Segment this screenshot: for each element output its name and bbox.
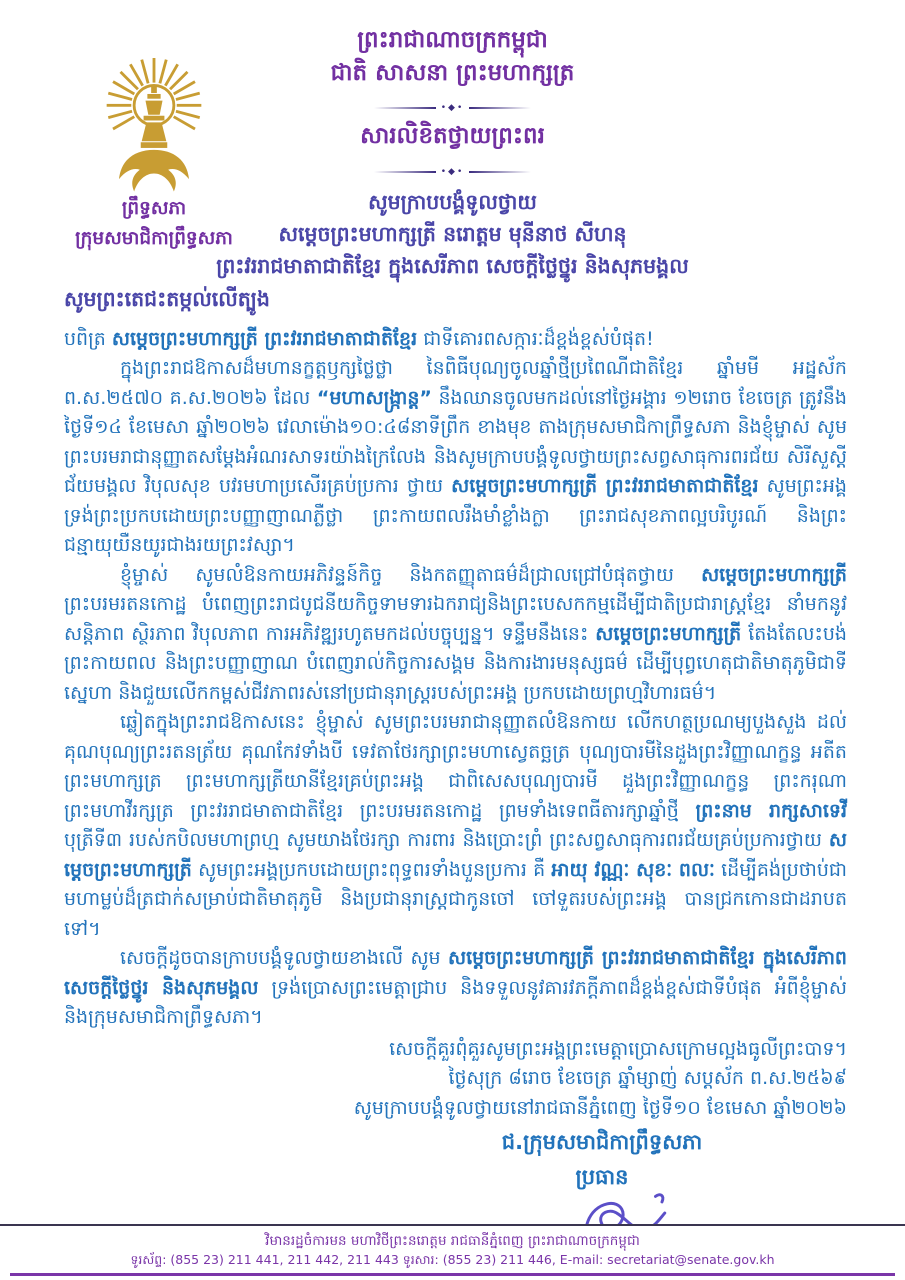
letter-body	[64, 325, 847, 1033]
letterhead-footer	[0, 1224, 905, 1280]
salutation-line2: សម្តេចព្រះមហាក្សត្រី នរោត្តម មុនីនាថ សីហនុ	[278, 222, 627, 247]
ornament-line	[469, 171, 531, 173]
sender-block	[28, 194, 280, 253]
body-paragraph: ខ្ញុំម្ចាស់ សូមលំឱនកាយអភិវន្ទន៍កិច្ច និងកតញ្ញុតាធម៌ដ៏ជ្រាលជ្រៅបំផុតថ្វាយ សម្តេចព្រះមហាក្សត្រី ព្រះបរមរតនកោដ្ឋ បំពេញព្រះរាជបូជនីយកិច្ចទាមទារឯករាជ្យនិងព្រះបេសកកម្មដើម្បីជាតិប្រជារាស្ត្រខ្មែរ នាំមកនូវសន្តិភាព ស្ថិរភាព វិបុលភាព ការអភិវឌ្ឍរហូតមកដល់បច្ចុប្បន្ន។ ទន្ទឹមនឹងនេះ សម្តេចព្រះមហាក្សត្រី តែងតែលះបង់ព្រះកាយពល និងព្រះបញ្ញាញាណ បំពេញរាល់កិច្ចការសង្គម និងការងារមនុស្សធម៌ ដើម្បីបុព្វហេតុជាតិមាតុភូមិជាទីស្នេហា និងជួយលើកកម្ពស់ជីវភាពរស់នៅប្រជានុរាស្ត្ររបស់ព្រះអង្គ ប្រកបដោយព្រហ្មវិហារធម៌។	[64, 563, 847, 704]
letter-type-title: សារលិខិតថ្វាយព្រះពរ	[360, 122, 545, 149]
closing-lunar-date: ថ្ងៃសុក្រ ៨រោច ខែចេត្រ ឆ្នាំម្សាញ់ សប្ដស័ក ព.ស.២៥៦៩	[448, 1067, 847, 1090]
body-paragraph: បពិត្រ សម្តេចព្រះមហាក្សត្រី ព្រះវររាជមាតាជាតិខ្មែរ ជាទីគោរពសក្ការៈដ៏ខ្ពង់ខ្ពស់បំផុត!	[64, 327, 654, 350]
ornament-center-icon: •◆•	[440, 102, 465, 113]
signature-on-behalf: ជ.ក្រុមសមាជិកាព្រឹទ្ធសភា	[501, 1130, 703, 1155]
footer-contact: ទូរស័ព្ទ: (855 23) 211 441, 211 442, 211 443 ទូរសារ: (855 23) 211 446, E-mail: secretariat@senate.gov.kh	[130, 1252, 775, 1268]
ornament-center-icon: •◆•	[440, 166, 465, 177]
ornament-line	[374, 171, 436, 173]
national-motto: ជាតិ សាសនា ព្រះមហាក្សត្រ	[330, 60, 575, 87]
kingdom-title: ព្រះរាជាណាចក្រកម្ពុជា	[357, 27, 548, 53]
closing-gregorian-date: សូមក្រាបបង្គំទូលថ្វាយនៅរាជធានីភ្នំពេញ ថ្ងៃទី១០ ខែមេសា ឆ្នាំ២០២៦	[353, 1096, 847, 1119]
footer-address: វិមានរដ្ឋចំការមន មហាវិថីព្រះនរោត្តម រាជធានីភ្នំពេញ ព្រះរាជាណាចក្រកម្ពុជា	[265, 1233, 640, 1249]
ornament-line	[374, 107, 436, 109]
body-paragraph: សេចក្តីដូចបានក្រាបបង្គំទូលថ្វាយខាងលើ សូម សម្តេចព្រះមហាក្សត្រី ព្រះវររាជមាតាជាតិខ្មែរ ក្នុងសេរីភាព សេចក្តីថ្លៃថ្នូរ និងសុភមង្គល ទ្រង់ប្រោសព្រះមេត្តាជ្រាប និងទទួលនូវគារវភក្តីភាពដ៏ខ្ពង់ខ្ពស់ជាទីបំផុត អំពីខ្ញុំម្ចាស់ និងក្រុមសមាជិកាព្រឹទ្ធសភា។	[64, 947, 847, 1029]
sender-group: ក្រុមសមាជិកាព្រឹទ្ធសភា	[75, 227, 233, 249]
salutation-lead: សូមព្រះតេជះតម្កល់លើត្បូង	[64, 286, 270, 311]
body-paragraph: ឆ្លៀតក្នុងព្រះរាជឱកាសនេះ ខ្ញុំម្ចាស់ សូមព្រះបរមរាជានុញ្ញាតលំឱនកាយ លើកហត្ថប្រណម្យបួងសួង ដល់គុណបុណ្យព្រះរតនត្រ័យ គុណកែវទាំងបី ទេវតាថែរក្សាព្រះមហាស្វេតច្ឆត្រ បុណ្យបារមីនៃដួងព្រះវិញ្ញាណក្ខន្ធ អតីតព្រះមហាក្សត្រ ព្រះមហាក្សត្រីយានីខ្មែរគ្រប់ព្រះអង្គ ជាពិសេសបុណ្យបារមី ដួងព្រះវិញ្ញាណក្ខន្ធ ព្រះករុណា ព្រះមហាវីរក្សត្រ ព្រះវររាជមាតាជាតិខ្មែរ ព្រះបរមរតនកោដ្ឋ ព្រមទាំងទេពធីតារក្សាឆ្នាំថ្មី ព្រះនាម រាក្សសាទេវី បុត្រីទី៣ របស់កបិលមហាព្រហ្ម សូមយាងថែរក្សា ការពារ និងប្រោះព្រំ ព្រះសព្វសាធុការពរជ័យគ្រប់ប្រការថ្វាយ សម្តេចព្រះមហាក្សត្រី សូមព្រះអង្គប្រកបដោយព្រះពុទ្ធពរទាំងបួនប្រការ គឺ អាយុ វណ្ណៈ សុខៈ ពលៈ ដើម្បីគង់ប្រថាប់ជាមហាម្លប់ដ៏ត្រជាក់សម្រាប់ជាតិមាតុភូមិ និងប្រជានុរាស្ត្រជាកូនចៅ ចៅទួតរបស់ព្រះអង្គ បានជ្រកកោនជាដរាបតទៅ។	[64, 711, 848, 940]
senate-emblem-icon	[100, 58, 208, 200]
ornament-line	[469, 107, 531, 109]
sender-institution: ព្រឹទ្ធសភា	[121, 198, 187, 219]
salutation-line1: សូមក្រាបបង្គំទូលថ្វាយ	[368, 189, 537, 214]
closing-block	[64, 1035, 847, 1124]
body-paragraph: ក្នុងព្រះរាជឱកាសដ៏មហានក្ខត្តឫក្សថ្លៃថ្លា នៃពិធីបុណ្យចូលឆ្នាំថ្មីប្រពៃណីជាតិខ្មែរ ឆ្នាំមមី អដ្ឋស័ក ព.ស.២៥៧០ គ.ស.២០២៦ ដែល “មហាសង្ក្រាន្ត” នឹងឈានចូលមកដល់នៅថ្ងៃអង្គារ ១២រោច ខែចេត្រ ត្រូវនឹងថ្ងៃទី១៤ ខែមេសា ឆ្នាំ២០២៦ វេលាម៉ោង១០:៤៨នាទីព្រឹក ខាងមុខ តាងក្រុមសមាជិកាព្រឹទ្ធសភា និងខ្ញុំម្ចាស់ សូមព្រះបរមរាជានុញ្ញាតសម្តែងអំណរសាទរយ៉ាងក្រៃលែង និងសូមក្រាបបង្គំទូលថ្វាយព្រះសព្វសាធុការពរជ័យ សិរីសួស្តី ជ័យមង្គល វិបុលសុខ បវរមហាប្រសើរគ្រប់ប្រការ ថ្វាយ សម្តេចព្រះមហាក្សត្រី ព្រះវររាជមាតាជាតិខ្មែរ សូមព្រះអង្គទ្រង់ព្រះប្រកបដោយព្រះបញ្ញាញាណភ្លឺថ្លា ព្រះកាយពលរឹងមាំខ្លាំងក្លា ព្រះរាជសុខភាពល្អបរិបូរណ៍ និងព្រះជន្មាយុយឺនយូរជាងរយព្រះវស្សា។	[64, 357, 847, 557]
footer-accent-bar	[10, 1273, 895, 1276]
signatory-title: ប្រធាន	[575, 1165, 629, 1190]
closing-formula: សេចក្តីគួរពុំគួរសូមព្រះអង្គព្រះមេត្តាប្រោសក្រោមល្អងធូលីព្រះបាទ។	[389, 1037, 847, 1060]
salutation-line3: ព្រះវររាជមាតាជាតិខ្មែរ ក្នុងសេរីភាព សេចក្តីថ្លៃថ្នូរ និងសុភមង្គល	[216, 254, 689, 279]
